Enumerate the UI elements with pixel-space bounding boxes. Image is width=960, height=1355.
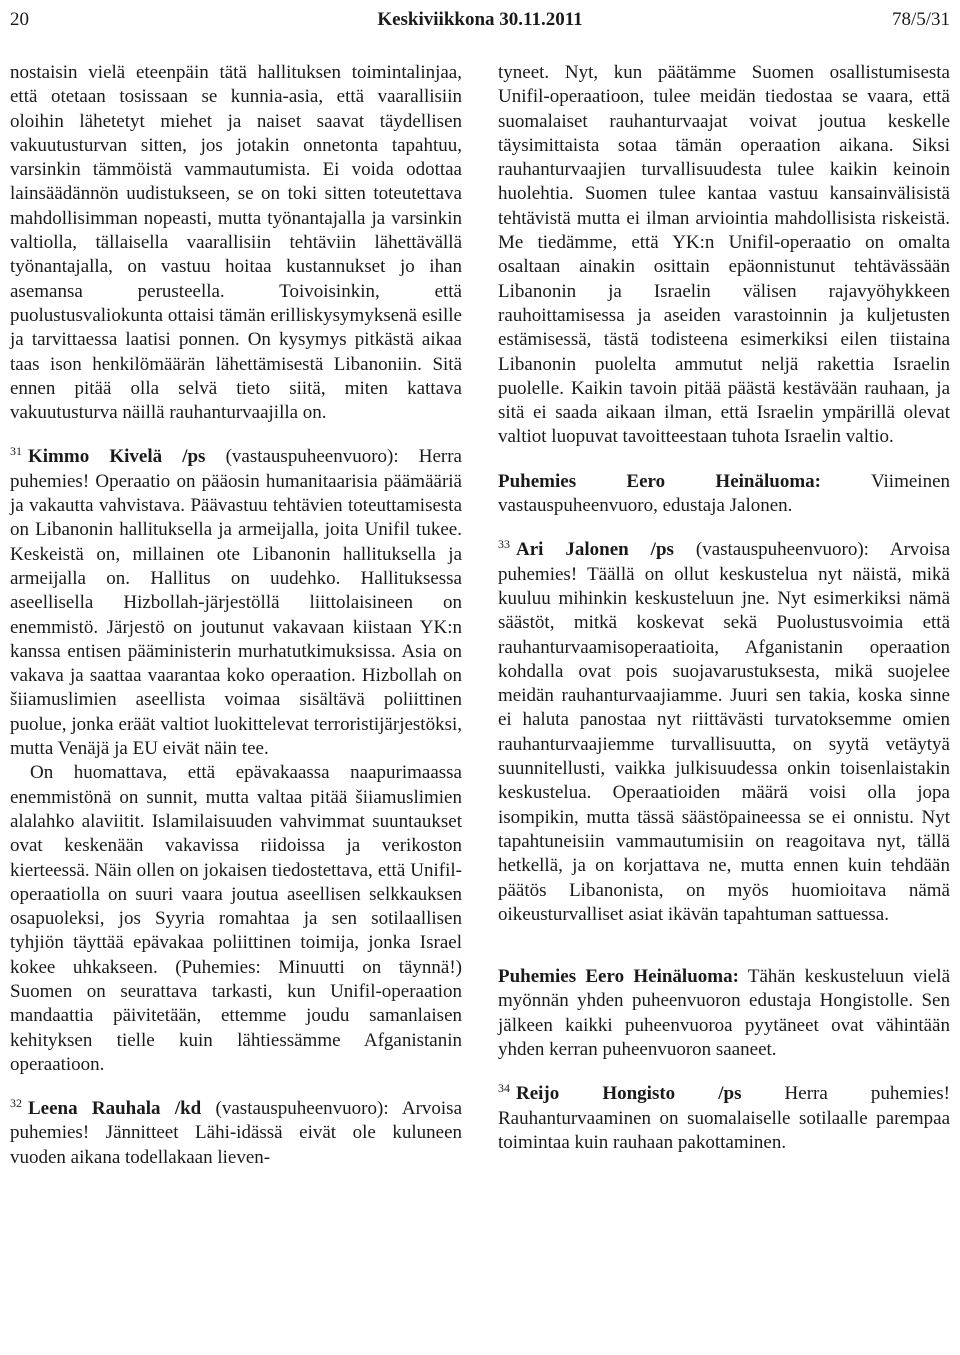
paragraph: On huomattava, että epävakaassa naapurimaassa enemmistönä on sunnit, mutta valtaa pitää šiiamuslimien alalahko alaviitit. Islamilaisuuden vahvimmat suuntaukset ovat keskenään vakavissa riidoissa ja verikoston kierteessä. Näin ollen on jokaisen tiedostettava, että Unifil-operaatiolla on suuri vaara joutua aseellisen selkkauksen osapuoleksi, jos Syyria romahtaa ja sen sotilaallisen tyhjiön täyttää epävakaa poliittinen toimija, jonka Israel kokee uhkakseen. (Puhemies: Minuutti on täynnä!) Suomen on seurattava tarkasti, kun Unifil-operaation mandaattia päivitetään, ettemme joudu samanlaisen kehityksen tielle kuin lähtiessämme Afganistanin operaatioon. [10,762,462,1075]
paragraph: tyneet. Nyt, kun päätämme Suomen osallistumisesta Unifil-operaatioon, tulee meidän tiedostaa se vaara, että suomalaiset rauhanturvaajat voivat joutua keskelle täysimittaista sotaa tämän operaation aikana. Siksi rauhanturvaajien turvallisuudesta tulee kaikin keinoin huolehtia. Suomen tulee kantaa vastuu kansainvälisistä tehtävistä mutta ei ilman arviointia mahdollisista riskeistä. Me tiedämme, että YK:n Unifil-operaatio on omalta osaltaan ainakin osittain epäonnistunut tehtävässään Libanonin ja Israelin välisen rajavyöhykkeen rauhoittamisessa ja aseiden varastoinnin ja kuljetusten estämisessä, tästä todisteena esimerkiksi eilen tiistaina Libanonin puolelta ammutut neljä rakettia Israelin puolelle. Kaikin tavoin pitää päästä kestävään rauhaan, ja sitä ei saada aikaan ilman, että Israelin ympärillä olevat valtiot luopuvat tavoitteestaan tuhota Israelin valtio. [498,62,950,448]
speech-number: 34 [498,1081,510,1096]
speech-text: Herra puhemies! Operaatio on pääosin humanitaarisia päämääriä ja vakautta vahvistava. Päävastuu tehtävien toteuttamisesta on Libanonin hallituksella ja armeijalla, joita Unifil tukee. Keskeistä on, millainen ote Libanonin hallituksella ja armeijalla on. Hallitus on uudehko. Hallituksessa aseellisella Hizbollah-järjestöllä liittolaisineen on enemmistö. Järjestö on joutunut vakavaan kiistaan YK:n kanssa entisen pääministerin murhatutkimuksissa. Asia on vakava ja saattaa vaarantaa koko operaation. Hizbollah on šiiamuslimien aseellista voimaa sisältävä poliittinen puolue, jonka eräät valtiot luokittelevat terroristijärjestöksi, mutta Venäjä ja EU eivät näin tee. [10,446,462,760]
page-header [0,0,960,40]
left-column [10,61,462,1170]
speech-33 [498,538,950,927]
chair-remark-2 [498,965,950,1062]
speech-text: Arvoisa puhemies! Jännitteet Lähi-idässä eivät ole kuluneen vuoden aikana todellakaan lieven- [10,1098,463,1168]
speaker-name: Reijo Hongisto /ps [516,1083,742,1105]
speech-number: 32 [10,1096,22,1111]
chair-name: Puhemies Eero Heinäluoma: [498,470,821,492]
speech-31 [10,445,462,761]
page-number: 20 [10,9,29,30]
speech-32 [10,1097,462,1170]
speaker-name: Leena Rauhala /kd [28,1098,202,1120]
reference-number: 78/5/31 [891,9,950,30]
paragraph: nostaisin vielä eteenpäin tätä hallituksen toimintalinjaa, että otetaan tosissaan se kunnia-asia, että vaarallisiin oloihin lähetetyt miehet ja naiset saavat täydellisen vakuutusturvan sitten, jos jotakin onnetonta tapahtuu, varsinkin tämmöistä vammautumista. Ei voida odottaa lainsäädännön uudistukseen, se on toki sitten toteutettava mahdollisimman nopeasti, mutta työnantajalla ja varsinkin valtiolla, tällaisella vaarallisiin tehtäviin lähettävällä työnantajalla, on vastuu hoitaa kustannukset jo ihan asemansa perusteella. Toivoisinkin, että puolustusvaliokunta ottaisi tämän erilliskysymyksenä esille ja tarvittaessa laatisi ponnen. On kysymys pitkästä aikaa taas ison henkilömäärän lähettämisestä Libanoniin. Sitä ennen pitää olla selvä tieto siitä, miten kattava vakuutusturva näillä rauhanturvaajilla on. [10,62,462,424]
right-column [498,61,950,1155]
speaker-role: (vastauspuheenvuoro): [201,1098,402,1120]
speech-34 [498,1082,950,1155]
chair-remark-1 [498,470,950,519]
session-date: Keskiviikkona 30.11.2011 [377,9,583,30]
speech-text: Herra puhemies! Rauhanturvaaminen on suomalaiselle sotilaalle parempaa toimintaa kuin rauhaan pakottaminen. [498,1083,950,1153]
chair-text: Tähän keskusteluun vielä myönnän yhden puheenvuoron edustaja Hongistolle. Sen jälkeen kaikki puheenvuoroa pyytäneet ovat vähintään yhden kerran puheenvuoron saaneet. [498,966,951,1060]
chair-name: Puhemies Eero Heinäluoma: [498,966,739,988]
speaker-name: Kimmo Kivelä /ps [28,446,206,468]
speech-text: Arvoisa puhemies! Täällä on ollut keskustelua nyt näistä, mikä kuuluu mihinkin keskusteluun jne. Nyt esimerkiksi nämä säästöt, mitkä koskevat sekä Puolustusvoimia että rauhanturvaamisoperaatioita, Afganistanin operaation kohdalla ovat pois suojavarustuksesta, mikä suojelee meidän rauhanturvaajiamme. Juuri sen takia, koska sinne ei haluta panostaa nyt riittävästi turvatoksemme omien rauhanturvaajiemme turvallisuutta, on syytä vetäytyä suunnitellusti, vaikka julkisuudessa onkin toisenlaistakin keskustelua. Operaatioiden määrä voisi olla jopa isompikin, mutta tässä säästöpaineessa se ei onnistu. Nyt tapahtuneisiin vammautumisiin on reagoitava nyt, tällä hetkellä, ja on korjattava ne, mutta ennen kuin tehdään päätös Libanonista, on myös huomioitava nämä oikeusturvalliset asiat ikävän tapahtuman sattuessa. [498,539,950,925]
chair-text: Viimeinen vastauspuheenvuoro, edustaja Jalonen. [498,470,951,517]
speaker-role: (vastauspuheenvuoro): [673,539,890,561]
speech-number: 31 [10,444,22,459]
speech-number: 33 [498,537,510,552]
speaker-name: Ari Jalonen /ps [516,539,674,561]
speaker-role: (vastauspuheenvuoro): [205,446,419,468]
